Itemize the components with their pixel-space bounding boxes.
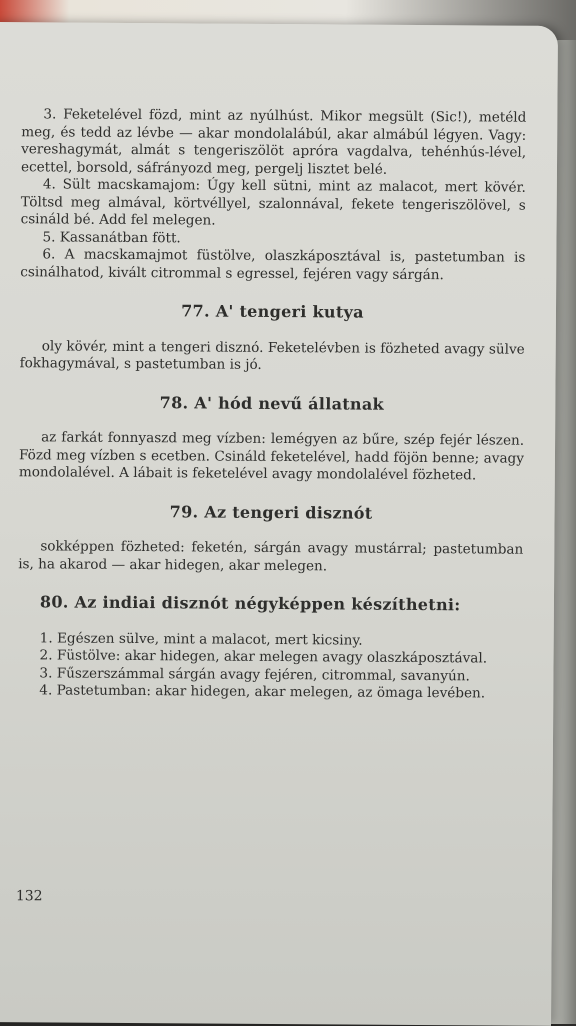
section-heading: 80. Az indiai disznót négyképpen készíthetni: [39,592,461,615]
section-heading: 79. Az tengeri disznót [169,501,373,523]
list-item: 4. Sült macskamajom: Úgy kell sütni, mint az malacot, mert kövér. Töltsd meg almával, körtvéllyel, szalonnával, fekete tengeriszölövel, s csináld bé. Add fel melegen. [20,176,526,229]
section-text: az farkát fonnyaszd meg vízben: lemégyen az bűre, szép fejér lészen. Fözd meg vízben s ecetben. Csináld feketelével, hadd föjön benne; avagy mondolalével. A lábait is feketelével avagy mondolalével fözheted. [18,429,525,484]
section-text: oly kövér, mint a tengeri disznó. Feketelévben is fözheted avagy sülve fokhagymával, s pastetumban is jó. [19,337,525,373]
book-page [0,22,558,1026]
list-item: 1. Egészen sülve, mint a malacot, mert kicsiny. [39,629,363,649]
page-content [17,106,526,703]
section-heading: 77. A' tengeri kutya [181,301,364,322]
list-item: 4. Pastetumban: akar hidegen, akar melegen, az ömaga levében. [39,682,486,702]
list-item: 3. Fűszerszámmal sárgán avagy fejéren, citrommal, savanyún. [39,664,470,684]
section-text: sokképpen fözheted: feketén, sárgán avagy mustárral; pastetumban is, ha akarod — akar hidegen, akar melegen. [18,538,524,574]
list-item: 3. Feketelével fözd, mint az nyúlhúst. Mikor megsült (Sic!), metéld meg, és tedd az lévbe — akar mondolalábúl, akar almábúl légyen. Vagy: vereshagymát, almát s tengeriszölöt apróra vagdalva, tehénhús-lével, ecettel, borsold, sáfrányozd meg, pergelj lisztet belé. [20,106,527,178]
section-heading: 78. A' hód nevű állatnak [159,392,385,414]
page-number: 132 [15,888,43,905]
list-item: 6. A macskamajmot füstölve, olaszkáposztával is, pastetumban is csinálhatod, kivált citrommal s egressel, fejéren vagy sárgán. [20,246,526,283]
list-item: 2. Füstölve: akar hidegen, akar melegen avagy olaszkáposztával. [39,647,488,667]
list-item: 5. Kassanátban fött. [42,228,181,246]
